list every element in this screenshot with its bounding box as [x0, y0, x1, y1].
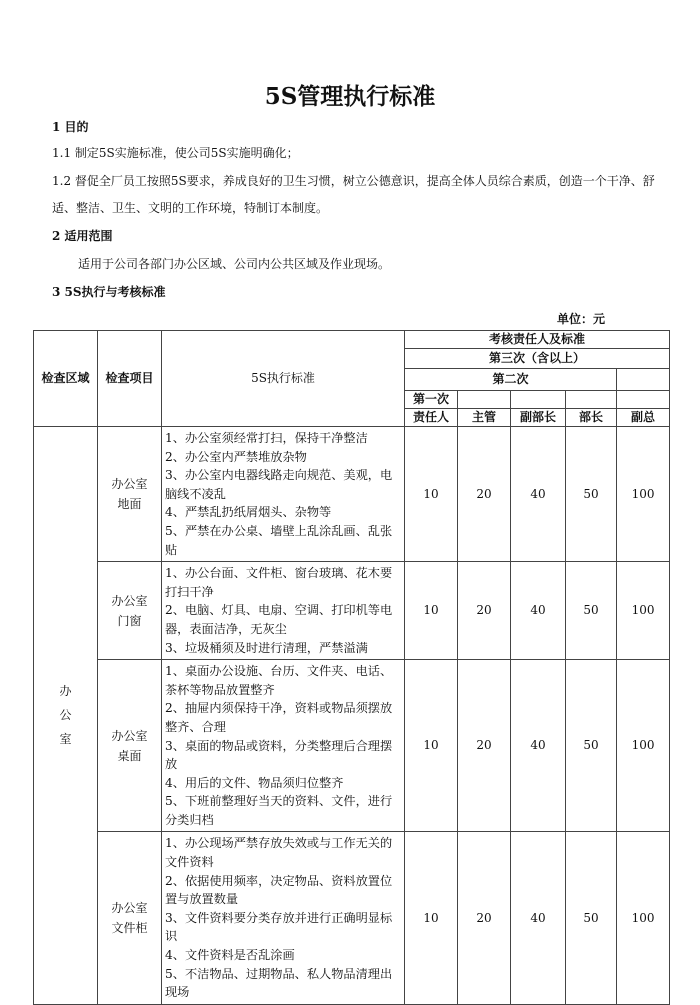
penalty-value: 40	[511, 562, 566, 660]
empty-cell	[511, 391, 566, 409]
page-title: 5S管理执行标准	[264, 83, 436, 110]
section-2-heading: 2 适用范围	[52, 229, 113, 243]
para-1-2-cont: 适、整洁、卫生、文明的工作环境，特制订本制度。	[52, 201, 329, 215]
header-assess: 考核责任人及标准	[405, 331, 670, 349]
standard-item: 1、办公室须经常打扫，保持干净整洁	[165, 431, 368, 445]
area-cell	[34, 427, 98, 1005]
role-header: 主管	[458, 409, 511, 427]
standard-item: 3、桌面的物品或资料，分类整理后合理摆放	[165, 738, 393, 772]
penalty-value: 50	[566, 660, 617, 832]
standard-item: 5、下班前整理好当天的资料、文件，进行分类归档	[165, 794, 393, 827]
penalty-value: 100	[617, 832, 670, 1004]
item-cell	[98, 562, 162, 660]
penalty-value: 10	[405, 562, 458, 660]
area-char: 室	[59, 732, 72, 747]
item-line: 办公室	[111, 728, 148, 743]
penalty-value: 100	[617, 562, 670, 660]
role-header: 部长	[566, 409, 617, 427]
item-line: 办公室	[111, 593, 148, 608]
item-cell	[98, 660, 162, 832]
table-row	[34, 562, 670, 660]
header-first: 第一次	[405, 391, 458, 409]
standard-item: 5、不洁物品、过期物品、私人物品清理出现场	[165, 966, 393, 1000]
table-row	[34, 660, 670, 832]
standard-item: 2、办公室内严禁堆放杂物	[165, 449, 307, 464]
item-line: 文件柜	[111, 921, 148, 936]
standard-item: 2、电脑、灯具、电扇、空调、打印机等电器，表面洁净，无灰尘	[165, 603, 393, 636]
item-line: 办公室	[111, 901, 148, 916]
empty-cell	[617, 391, 670, 409]
penalty-value: 10	[405, 660, 458, 832]
para-2: 适用于公司各部门办公区域、公司内公共区域及作业现场。	[78, 257, 391, 271]
penalty-value: 10	[405, 832, 458, 1004]
header-item: 检查项目	[98, 331, 162, 427]
penalty-value: 40	[511, 832, 566, 1004]
penalty-value: 20	[458, 832, 511, 1004]
standard-item: 3、文件资料要分类存放并进行正确明显标识	[165, 910, 393, 944]
standard-cell	[162, 562, 405, 660]
standard-item: 4、用后的文件、物品须归位整齐	[165, 775, 344, 790]
item-line: 门窗	[117, 613, 142, 628]
table-row	[34, 832, 670, 1004]
item-cell	[98, 832, 162, 1004]
penalty-value: 20	[458, 562, 511, 660]
standard-item: 3、垃圾桶须及时进行清理，严禁溢满	[165, 640, 368, 655]
role-header: 副总	[617, 409, 670, 427]
standard-item: 1、桌面办公设施、台历、文件夹、电话、茶杯等物品放置整齐	[165, 664, 393, 697]
item-line: 地面	[117, 497, 142, 512]
standard-item: 3、办公室内电器线路走向规范、美观，电脑线不凌乱	[165, 468, 393, 501]
empty-cell	[566, 391, 617, 409]
section-3-heading: 3 5S执行与考核标准	[52, 285, 166, 299]
penalty-value: 20	[458, 660, 511, 832]
section-1-heading: 1 目的	[52, 120, 89, 134]
role-header: 责任人	[405, 409, 458, 427]
penalty-value: 100	[617, 427, 670, 562]
header-standard: 5S执行标准	[162, 331, 405, 427]
header-second: 第二次	[405, 369, 617, 391]
area-char: 公	[59, 708, 72, 723]
standard-item: 4、文件资料是否乱涂画	[165, 948, 295, 963]
standard-cell	[162, 832, 405, 1004]
penalty-value: 50	[566, 562, 617, 660]
para-1-2: 1.2 督促全厂员工按照5S要求，养成良好的卫生习惯，树立公德意识，提高全体人员综合素质，创造一个干净、舒	[52, 174, 655, 188]
unit-label: 单位：元	[557, 312, 606, 326]
standard-item: 1、办公现场严禁存放失效或与工作无关的文件资料	[165, 836, 393, 870]
header-third: 第三次（含以上）	[405, 349, 670, 369]
empty-cell	[617, 369, 670, 391]
penalty-value: 50	[566, 832, 617, 1004]
item-line: 桌面	[117, 748, 142, 763]
penalty-value: 40	[511, 660, 566, 832]
penalty-value: 40	[511, 427, 566, 562]
para-1-1: 1.1 制定5S实施标准，使公司5S实施明确化；	[52, 146, 299, 160]
standard-cell	[162, 427, 405, 562]
standard-item: 1、办公台面、文件柜、窗台玻璃、花木要打扫干净	[165, 566, 393, 599]
standards-table	[33, 330, 670, 1005]
header-area: 检查区域	[34, 331, 98, 427]
standard-item: 4、严禁乱扔纸屑烟头、杂物等	[165, 505, 332, 520]
empty-cell	[458, 391, 511, 409]
standard-item: 2、抽屉内须保持干净，资料或物品须摆放整齐、合理	[165, 701, 393, 734]
role-header: 副部长	[511, 409, 566, 427]
item-line: 办公室	[111, 477, 148, 492]
standard-cell	[162, 660, 405, 832]
item-cell	[98, 427, 162, 562]
penalty-value: 10	[405, 427, 458, 562]
penalty-value: 50	[566, 427, 617, 562]
penalty-value: 20	[458, 427, 511, 562]
area-char: 办	[59, 684, 72, 699]
table-row	[34, 427, 670, 562]
penalty-value: 100	[617, 660, 670, 832]
standard-item: 5、严禁在办公桌、墙壁上乱涂乱画、乱张贴	[165, 523, 393, 557]
standard-item: 2、依据使用频率，决定物品、资料放置位置与放置数量	[165, 873, 393, 907]
